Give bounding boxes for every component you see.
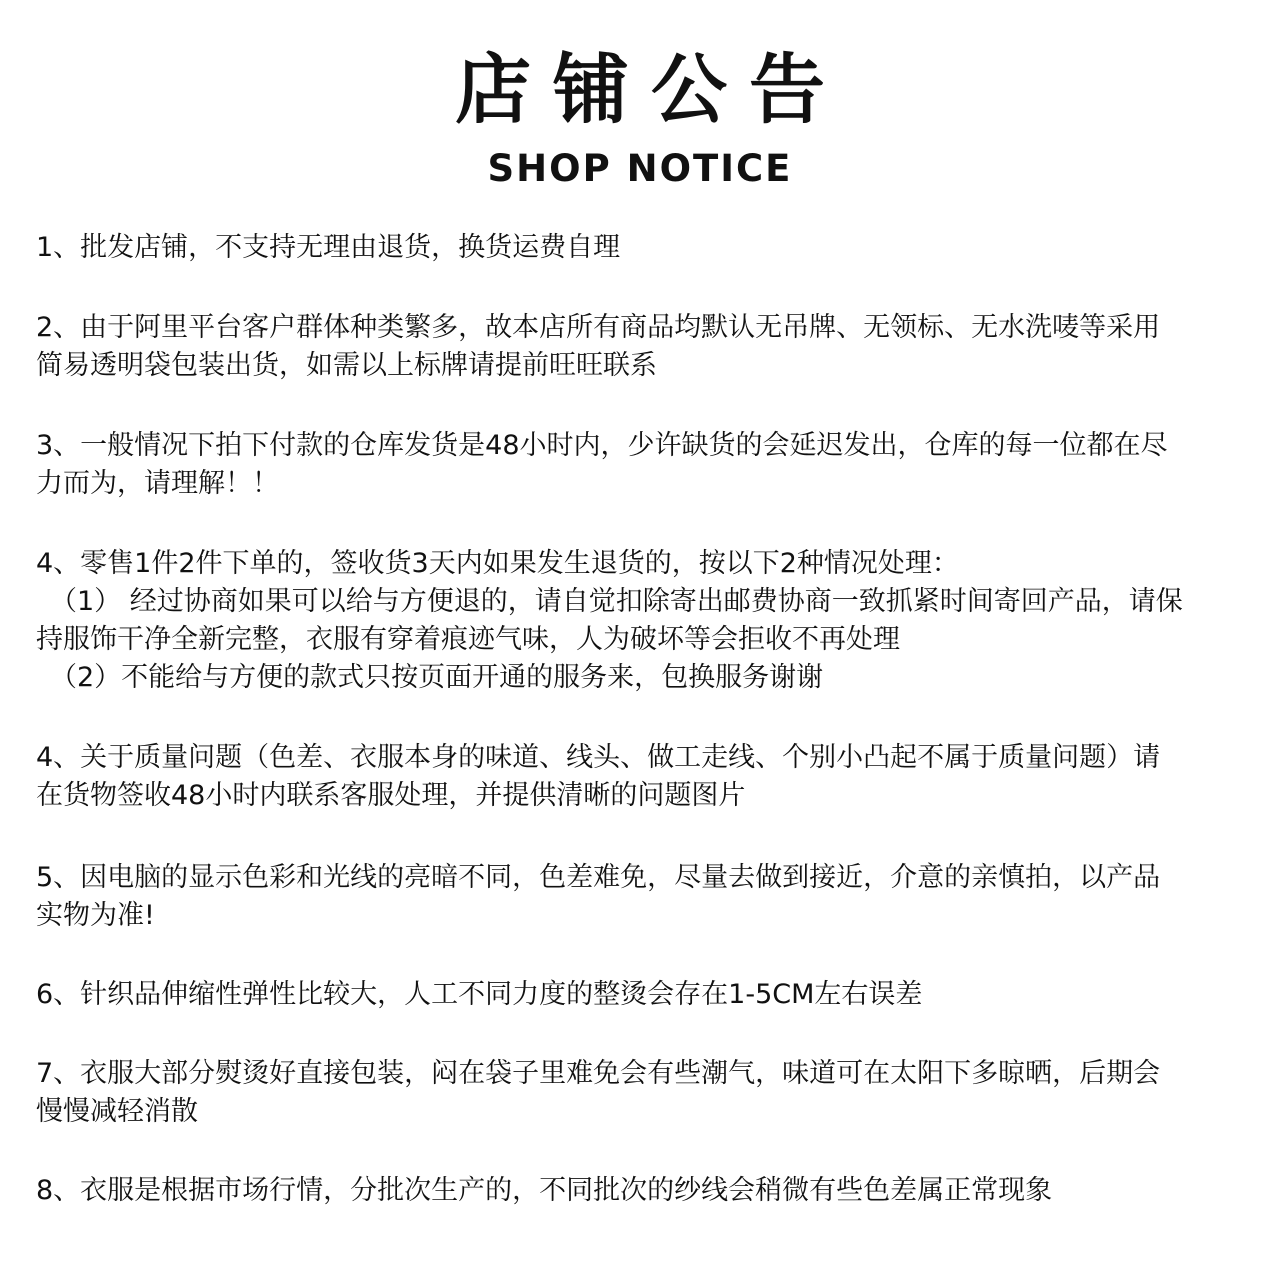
- page-subtitle: SHOP NOTICE: [487, 147, 793, 190]
- notice-line: 持服饰干净全新完整，衣服有穿着痕迹气味，人为破坏等会拒收不再处理: [36, 624, 900, 655]
- notice-item-8: [36, 1055, 1251, 1131]
- notice-line: 8、衣服是根据市场行情，分批次生产的，不同批次的纱线会稍微有些色差属正常现象: [36, 1175, 1053, 1206]
- notice-line: 3、一般情况下拍下付款的仓库发货是48小时内，少许缺货的会延迟发出，仓库的每一位都在尽: [36, 430, 1168, 461]
- notice-line: 力而为，请理解！！: [36, 468, 279, 499]
- notice-line: 5、因电脑的显示色彩和光线的亮暗不同，色差难免，尽量去做到接近，介意的亲慎拍，以产品: [36, 862, 1161, 893]
- notice-line: 慢慢减轻消散: [36, 1096, 198, 1127]
- notice-item-4: [36, 545, 1251, 697]
- notice-line: 2、由于阿里平台客户群体种类繁多，故本店所有商品均默认无吊牌、无领标、无水洗唛等采用: [36, 312, 1161, 343]
- notice-item-9: [36, 1172, 1251, 1210]
- page-title: 店铺公告: [455, 45, 847, 134]
- notice-item-5: [36, 739, 1251, 815]
- notice-line: 在货物签收48小时内联系客服处理，并提供清晰的问题图片: [36, 780, 746, 811]
- notice-line: 4、关于质量问题（色差、衣服本身的味道、线头、做工走线、个别小凸起不属于质量问题）请: [36, 742, 1161, 773]
- notice-item-7: [36, 976, 1251, 1014]
- notice-item-6: [36, 859, 1251, 935]
- notice-subline: （2）不能给与方便的款式只按页面开通的服务来，包换服务谢谢: [50, 662, 824, 693]
- notice-line: 实物为准!: [36, 900, 155, 931]
- notice-line: 1、批发店铺，不支持无理由退货，换货运费自理: [36, 232, 621, 263]
- notice-line: 7、衣服大部分熨烫好直接包装，闷在袋子里难免会有些潮气，味道可在太阳下多晾晒，后期会: [36, 1058, 1161, 1089]
- notice-item-2: [36, 309, 1251, 385]
- notice-subline: （1） 经过协商如果可以给与方便退的，请自觉扣除寄出邮费协商一致抓紧时间寄回产品，请保: [50, 586, 1183, 617]
- notice-item-3: [36, 427, 1251, 503]
- notice-line: 4、零售1件2件下单的，签收货3天内如果发生退货的，按以下2种情况处理：: [36, 548, 959, 579]
- notice-line: 6、针织品伸缩性弹性比较大，人工不同力度的整烫会存在1-5CM左右误差: [36, 979, 923, 1010]
- notice-item-1: [36, 229, 1251, 267]
- notice-line: 简易透明袋包装出货，如需以上标牌请提前旺旺联系: [36, 350, 657, 381]
